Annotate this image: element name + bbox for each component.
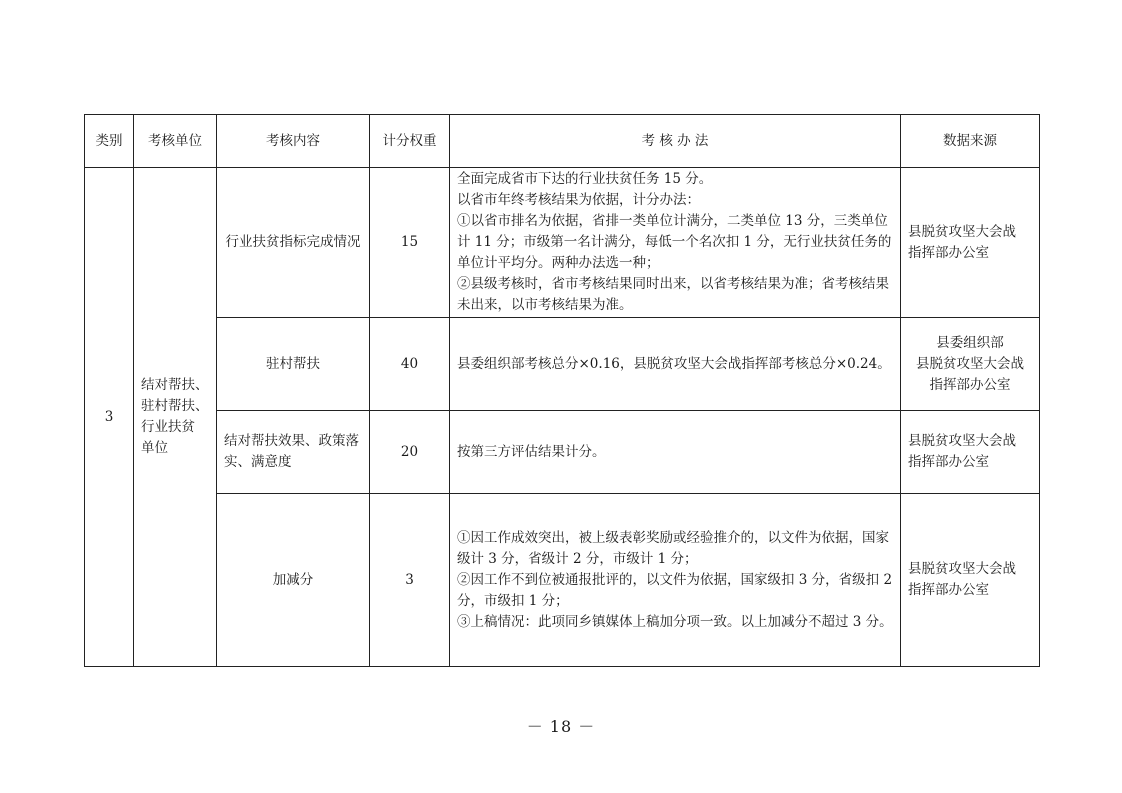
source-line: 县脱贫攻坚大会战 (908, 223, 1016, 240)
method-line: ①以省市排名为依据，省排一类单位计满分，二类单位 13 分，三类单位计 11 分；市级第一名计满分，每低一个名次扣 1 分，无行业扶贫任务的单位计平均分。两种办法选一种； (457, 213, 892, 271)
weight-cell: 40 (370, 318, 450, 411)
content-cell: 加减分 (217, 494, 370, 667)
source-cell (901, 318, 1040, 411)
method-cell (450, 411, 901, 494)
weight-cell: 3 (370, 494, 450, 667)
source-line: 县委组织部 (936, 334, 1004, 351)
header-weight: 计分权重 (370, 115, 450, 168)
source-cell (901, 411, 1040, 494)
source-line: 指挥部办公室 (908, 244, 989, 261)
content-cell: 驻村帮扶 (217, 318, 370, 411)
weight-cell: 20 (370, 411, 450, 494)
unit-line: 结对帮扶、 (141, 377, 209, 393)
assessment-table (84, 114, 1040, 667)
unit-line: 行业扶贫 (141, 419, 195, 435)
header-method: 考 核 办 法 (450, 115, 901, 168)
page-number: － 18 － (526, 717, 596, 736)
header-source: 数据来源 (901, 115, 1040, 168)
source-line: 指挥部办公室 (929, 376, 1011, 393)
weight-cell: 15 (370, 168, 450, 318)
source-line: 指挥部办公室 (908, 582, 989, 598)
source-line: 县脱贫攻坚大会战 (908, 433, 1016, 449)
unit-line: 驻村帮扶、 (141, 398, 209, 414)
header-content: 考核内容 (217, 115, 370, 168)
method-cell (450, 318, 901, 411)
method-line: ①因工作成效突出，被上级表彰奖励或经验推介的，以文件为依据，国家级计 3 分，省级计 2 分，市级计 1 分； (457, 529, 889, 567)
source-cell (901, 168, 1040, 318)
header-unit: 考核单位 (134, 115, 217, 168)
category-cell: 3 (85, 168, 134, 667)
unit-line: 单位 (141, 440, 168, 456)
source-line: 县脱贫攻坚大会战 (916, 355, 1024, 372)
method-cell (450, 168, 901, 318)
source-line: 指挥部办公室 (908, 454, 989, 470)
method-line: 按第三方评估结果计分。 (457, 443, 606, 460)
header-row (85, 115, 1040, 168)
unit-cell (134, 168, 217, 667)
source-cell (901, 494, 1040, 667)
table-row (85, 494, 1040, 667)
content-cell: 行业扶贫指标完成情况 (217, 168, 370, 318)
method-line: 以省市年终考核结果为依据，计分办法： (457, 192, 700, 208)
method-line: 全面完成省市下达的行业扶贫任务 15 分。 (457, 171, 713, 187)
table-row (85, 318, 1040, 411)
content-cell: 结对帮扶效果、政策落实、满意度 (217, 411, 370, 494)
table-row (85, 411, 1040, 494)
header-category: 类别 (85, 115, 134, 168)
method-line: ③上稿情况：此项同乡镇媒体上稿加分项一致。以上加减分不超过 3 分。 (457, 613, 893, 630)
method-line: ②县级考核时，省市考核结果同时出来，以省考核结果为准；省考核结果未出来，以市考核结果为准。 (457, 276, 889, 313)
method-cell (450, 494, 901, 667)
method-line: ②因工作不到位被通报批评的，以文件为依据，国家级扣 3 分，省级扣 2 分，市级扣 1 分； (457, 571, 893, 609)
table-row (85, 168, 1040, 318)
source-line: 县脱贫攻坚大会战 (908, 561, 1016, 577)
method-line: 县委组织部考核总分×0.16，县脱贫攻坚大会战指挥部考核总分×0.24。 (457, 355, 891, 372)
